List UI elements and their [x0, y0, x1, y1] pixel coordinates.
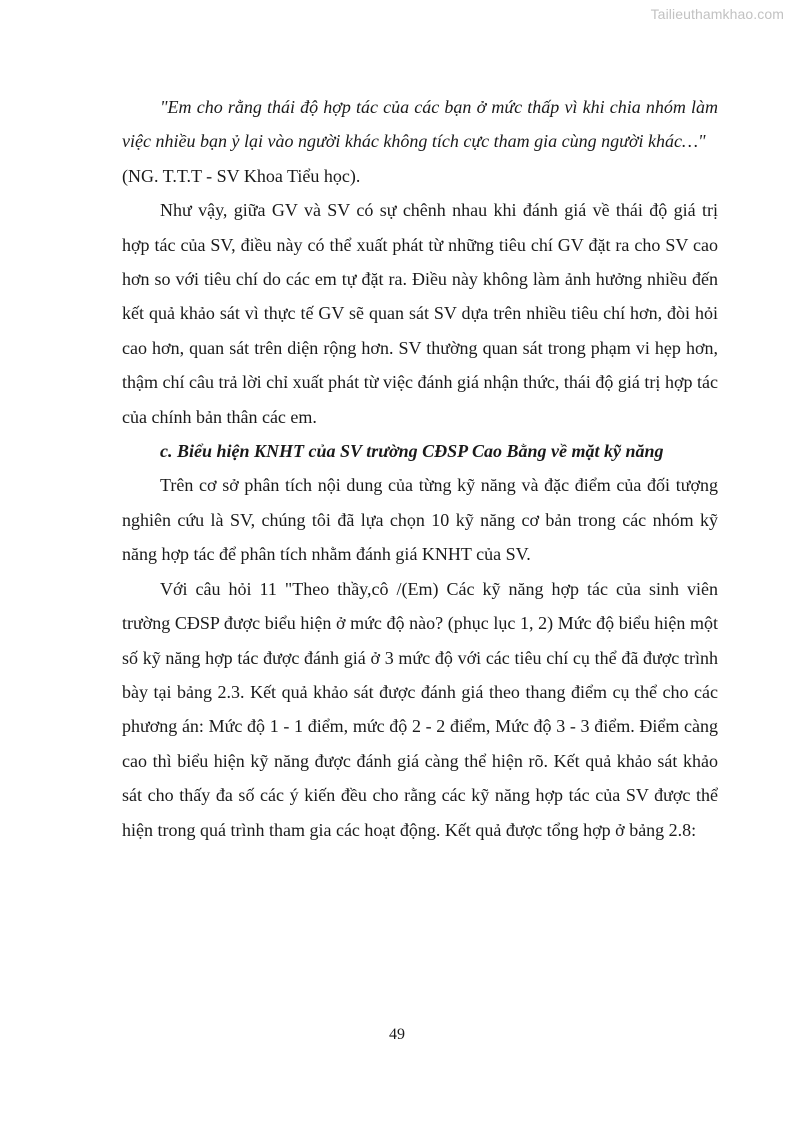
watermark: Tailieuthamkhao.com	[650, 6, 784, 22]
paragraph-1: Như vậy, giữa GV và SV có sự chênh nhau khi đánh giá về thái độ giá trị hợp tác của SV, điều này có thể xuất phát từ những tiêu chí GV đặt ra cho SV cao hơn so với tiêu chí do các em tự đặt ra. Điều này không làm ảnh hưởng nhiều đến kết quả khảo sát vì thực tế GV sẽ quan sát SV dựa trên nhiều tiêu chí hơn, đòi hỏi cao hơn, quan sát trên diện rộng hơn. SV thường quan sát trong phạm vi hẹp hơn, thậm chí câu trả lời chỉ xuất phát từ việc đánh giá nhận thức, thái độ giá trị hợp tác của chính bản thân các em.	[122, 200, 718, 427]
paragraph-2: Trên cơ sở phân tích nội dung của từng kỹ năng và đặc điểm của đối tượng nghiên cứu là SV, chúng tôi đã lựa chọn 10 kỹ năng cơ bản trong các nhóm kỹ năng hợp tác để phân tích nhằm đánh giá KNHT của SV.	[122, 475, 718, 565]
quote-source: (NG. T.T.T - SV Khoa Tiểu học).	[122, 165, 361, 186]
section-heading: c. Biểu hiện KNHT của SV trường CĐSP Cao Bằng về mặt kỹ năng	[160, 441, 664, 462]
paragraph-3: Với câu hỏi 11 "Theo thầy,cô /(Em) Các kỹ năng hợp tác của sinh viên trường CĐSP được biểu hiện ở mức độ nào? (phục lục 1, 2) Mức độ biểu hiện một số kỹ năng hợp tác được đánh giá ở 3 mức độ với các tiêu chí cụ thể đã được trình bày tại bảng 2.3. Kết quả khảo sát được đánh giá theo thang điểm cụ thể cho các phương án: Mức độ 1 - 1 điểm, mức độ 2 - 2 điểm, Mức độ 3 - 3 điểm. Điểm càng cao thì biểu hiện kỹ năng được đánh giá càng thể hiện rõ. Kết quả khảo sát khảo sát cho thấy đa số các ý kiến đều cho rằng các kỹ năng hợp tác của SV được thể hiện trong quá trình tham gia các hoạt động. Kết quả được tổng hợp ở bảng 2.8:	[122, 578, 718, 840]
student-quote: "Em cho rằng thái độ hợp tác của các bạn ở mức thấp vì khi chia nhóm làm việc nhiều bạn ỷ lại vào người khác không tích cực tham gia cùng người khác…"	[122, 97, 718, 152]
document-body	[122, 90, 718, 847]
page-number: 49	[389, 1026, 405, 1043]
